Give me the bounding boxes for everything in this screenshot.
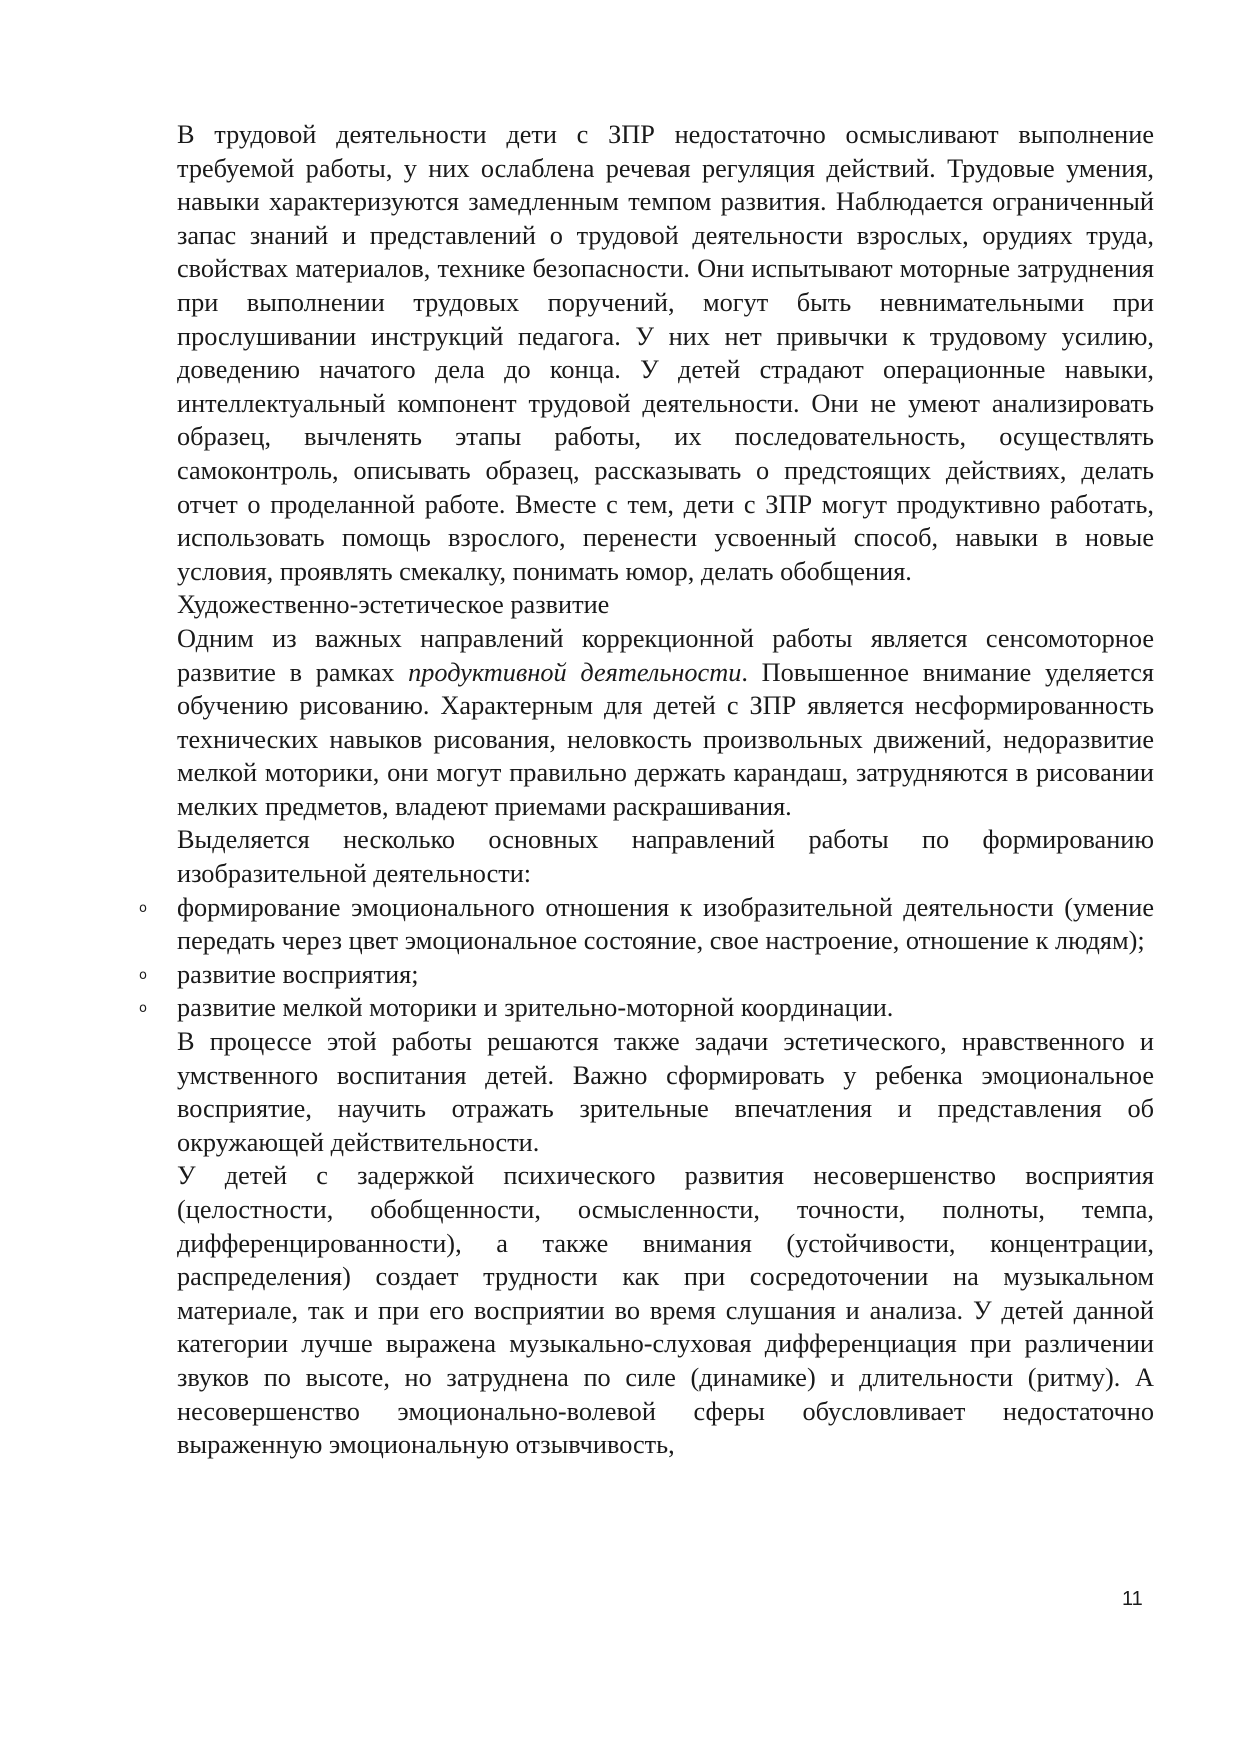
paragraph-sensomotor-start: Одним из важных направлений коррекционной работы является сенсомоторное развитие в рамках [177,623,1154,687]
paragraph-sensomotor-italic: продуктивной деятельности [408,657,742,687]
paragraph-directions-intro: Выделяется несколько основных направлений работы по формированию изобразительной деятельности: [177,825,1154,889]
paragraph-education-tasks: В процессе этой работы решаются также задачи эстетического, нравственного и умственного воспитания детей. Важно сформировать у ребенка эмоциональное восприятие, научить отражать зрительные впечатления и представления об окружающей действительности. [177,1027,1154,1157]
paragraph-sensomotor-end: . Повышенное внимание уделяется обучению рисованию. Характерным для детей с ЗПР является несформированность технических навыков рисования, неловкость произвольных движений, недоразвитие мелкой моторики, они могут правильно держать карандаш, затрудняются в рисовании мелких предметов, владеют приемами раскрашивания. [177,657,1154,821]
list-item-text: развитие мелкой моторики и зрительно-моторной координации. [177,993,894,1023]
list-item [139,958,1154,992]
paragraph-perception: У детей с задержкой психического развития несовершенство восприятия (целостности, обобщенности, осмысленности, точности, полноты, темпа, дифференцированности), а также внимания (устойчивости, концентрации, распределения) создает трудности как при сосредоточении на музыкальном материале, так и при его восприятии во время слушания и анализа. У детей данной категории лучше выражена музыкально-слуховая дифференциация при различении звуков по высоте, но затруднена по силе (динамике) и длительности (ритму). А несовершенство эмоционально-волевой сферы обусловливает недостаточно выраженную эмоциональную отзывчивость, [177,1161,1154,1460]
list-item-text: развитие восприятия; [177,959,419,989]
list-item [139,891,1154,958]
page-number: 11 [1122,1588,1143,1610]
section-heading: Художественно-эстетическое развитие [177,590,610,620]
paragraph-labor-activity: В трудовой деятельности дети с ЗПР недостаточно осмысливают выполнение требуемой работы, у них ослаблена речевая регуляция действий. Трудовые умения, навыки характеризуются замедленным темпом развития. Наблюдается ограниченный запас знаний и представлений о трудовой деятельности взрослых, орудиях труда, свойствах материалов, технике безопасности. Они испытывают моторные затруднения при выполнении трудовых поручений, могут быть невнимательными при прослушивании инструкций педагога. У них нет привычки к трудовому усилию, доведению начатого дела до конца. У детей страдают операционные навыки, интеллектуальный компонент трудовой деятельности. Они не умеют анализировать образец, вычленять этапы работы, их последовательность, осуществлять самоконтроль, описывать образец, рассказывать о предстоящих действиях, делать отчет о проделанной работе. Вместе с тем, дети с ЗПР могут продуктивно работать, использовать помощь взрослого, перенести усвоенный способ, навыки в новые условия, проявлять смекалку, понимать юмор, делать обобщения. [177,120,1154,586]
list-item-text: формирование эмоционального отношения к изобразительной деятельности (умение передать через цвет эмоциональное состояние, свое настроение, отношение к людям); [177,892,1154,956]
bullet-circle-icon: o [139,1001,147,1017]
directions-list [139,891,1154,1025]
paragraph-sensomotor [177,622,1154,824]
bullet-circle-icon: o [139,900,147,916]
list-item [139,991,1154,1025]
page-content [139,118,1154,1462]
bullet-circle-icon: o [139,967,147,983]
